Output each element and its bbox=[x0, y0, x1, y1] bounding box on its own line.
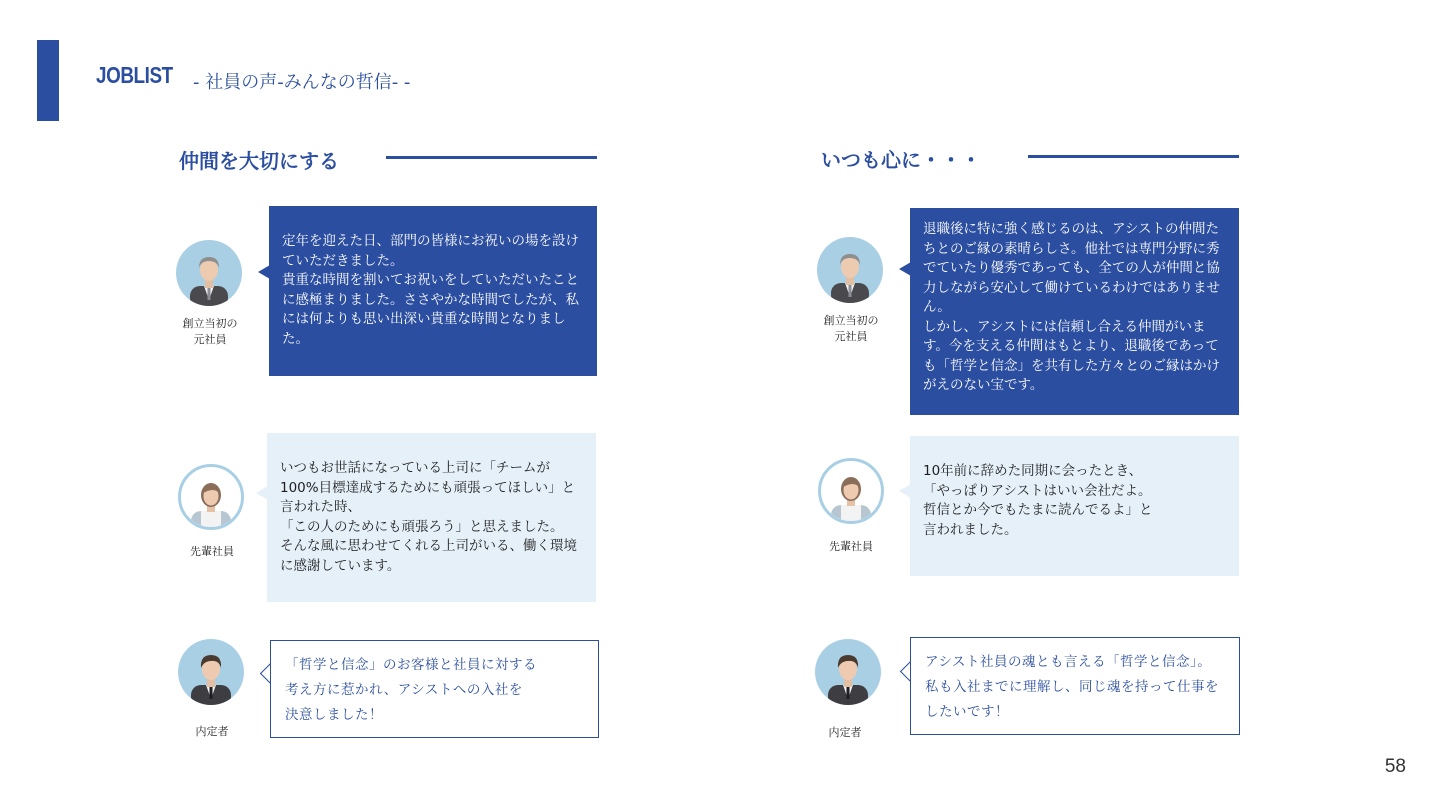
speaker-label: 創立当初の 元社員 bbox=[182, 317, 238, 346]
speaker-label: 先輩社員 bbox=[829, 540, 873, 553]
testimonial-bubble: 定年を迎えた日、部門の皆様にお祝いの場を設けていただきました。 貴重な時間を割いてお祝いをしていただいたことに感極まりました。ささやかな時間でしたが、私には何よりも思い出深い貴重な時間となりました。 bbox=[269, 206, 597, 376]
avatar-senior-man bbox=[817, 237, 883, 303]
avatar-woman bbox=[818, 458, 884, 524]
testimonial-bubble: 退職後に特に強く感じるのは、アシストの仲間たちとのご縁の素晴らしさ。他社では専門分野に秀でていたり優秀であっても、全ての人が仲間と協力しながら安心して働けているわけではありません。 しかし、アシストには信頼し合える仲間がいます。今を支える仲間はもとより、退職後であっても「哲学と信念」を共有した方々とのご縁はかけがえのない宝です。 bbox=[910, 208, 1239, 415]
column-heading-right: いつも心に・・・ bbox=[821, 148, 981, 172]
testimonial-bubble: アシスト社員の魂とも言える「哲学と信念」。 私も入社までに理解し、同じ魂を持って仕事を したいです！ bbox=[910, 637, 1240, 735]
heading-rule-right bbox=[1028, 155, 1239, 158]
young-man-icon bbox=[815, 639, 881, 705]
header-accent-bar bbox=[37, 40, 59, 121]
woman-icon bbox=[821, 461, 881, 521]
avatar-young-man bbox=[815, 639, 881, 705]
testimonial-bubble: いつもお世話になっている上司に「チームが100%目標達成するためにも頑張ってほしい」と言われた時、 「この人のためにも頑張ろう」と思えました。 そんな風に思わせてくれる上司がいる、働く環境に感謝しています。 bbox=[267, 433, 596, 602]
page-title: JOBLIST bbox=[96, 62, 173, 88]
testimonial-bubble: 「哲学と信念」のお客様と社員に対する 考え方に惹かれ、アシストへの入社を 決意しました！ bbox=[270, 640, 599, 738]
senior-man-icon bbox=[817, 237, 883, 303]
column-heading-left: 仲間を大切にする bbox=[179, 149, 339, 173]
avatar-young-man bbox=[178, 639, 244, 705]
senior-man-icon bbox=[176, 240, 242, 306]
young-man-icon bbox=[178, 639, 244, 705]
woman-icon bbox=[181, 467, 241, 527]
speaker-label: 先輩社員 bbox=[190, 545, 234, 558]
speaker-label: 内定者 bbox=[195, 725, 229, 738]
speaker-label: 創立当初の 元社員 bbox=[823, 314, 879, 343]
heading-rule-left bbox=[386, 156, 597, 159]
testimonial-bubble: 10年前に辞めた同期に会ったとき、 「やっぱりアシストはいい会社だよ。 哲信とか今でもたまに読んでるよ」と 言われました。 bbox=[910, 436, 1239, 576]
speaker-label: 内定者 bbox=[828, 726, 862, 739]
page-number: 58 bbox=[1384, 756, 1406, 777]
avatar-woman bbox=[178, 464, 244, 530]
avatar-senior-man bbox=[176, 240, 242, 306]
page-subtitle: - 社員の声-みんなの哲信- - bbox=[193, 72, 411, 93]
